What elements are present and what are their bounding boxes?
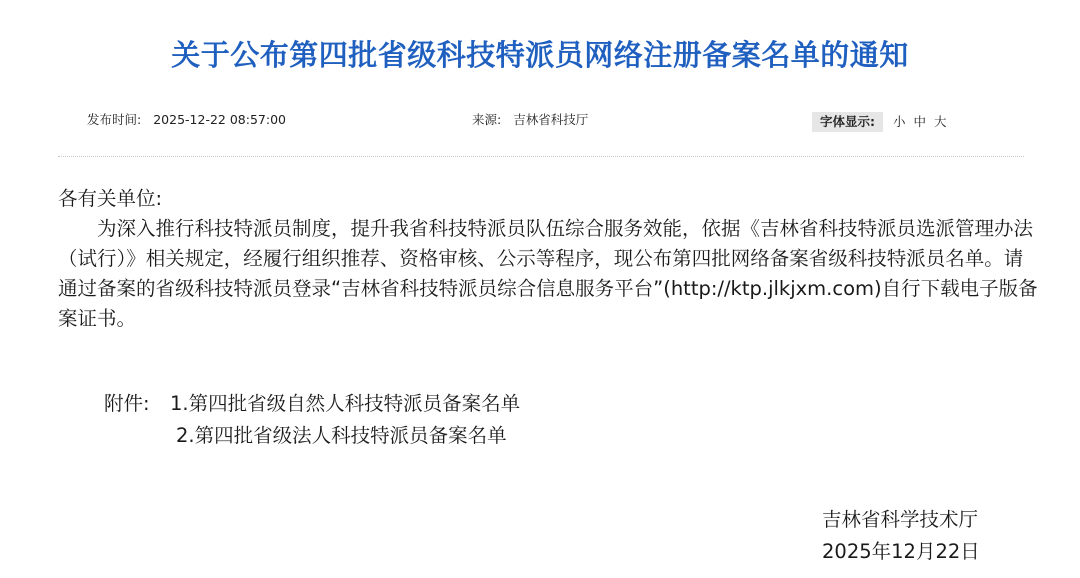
attachment-item-2[interactable]: 2.第四批省级法人科技特派员备案名单	[176, 424, 507, 447]
article-body	[58, 184, 1038, 334]
salutation: 各有关单位:	[58, 187, 163, 210]
signature-org: 吉林省科学技术厅	[822, 508, 979, 531]
font-size-medium-button[interactable]: 中	[913, 114, 927, 129]
header-divider	[58, 156, 1024, 157]
source-value: 吉林省科技厅	[513, 112, 589, 127]
publish-date	[87, 112, 286, 128]
publish-date-label: 发布时间:	[87, 112, 142, 127]
source-label: 来源:	[472, 112, 502, 127]
font-size-large-button[interactable]: 大	[934, 114, 947, 129]
attachments-label: 附件:	[104, 392, 150, 415]
publish-date-value: 2025-12-22 08:57:00	[153, 112, 286, 127]
attachment-item-1[interactable]: 1.第四批省级自然人科技特派员备案名单	[170, 392, 521, 415]
font-size-small-button[interactable]: 小	[893, 114, 906, 129]
source	[472, 112, 588, 128]
signature-date: 2025年12月22日	[822, 540, 980, 563]
signature	[822, 504, 980, 568]
attachments	[104, 388, 520, 452]
font-size-label: 字体显示:	[812, 112, 883, 132]
page-title: 关于公布第四批省级科技特派员网络注册备案名单的通知	[171, 38, 909, 73]
body-paragraph: 为深入推行科技特派员制度，提升我省科技特派员队伍综合服务效能，依据《吉林省科技特派员选派管理办法（试行）》相关规定，经履行组织推荐、资格审核、公示等程序，现公布第四批网络备案省级科技特派员名单。请通过备案的省级科技特派员登录“吉林省科技特派员综合信息服务平台”(http://ktp.jlkjxm.com)自行下载电子版备案证书。	[58, 217, 1038, 330]
font-size-control	[812, 112, 951, 132]
